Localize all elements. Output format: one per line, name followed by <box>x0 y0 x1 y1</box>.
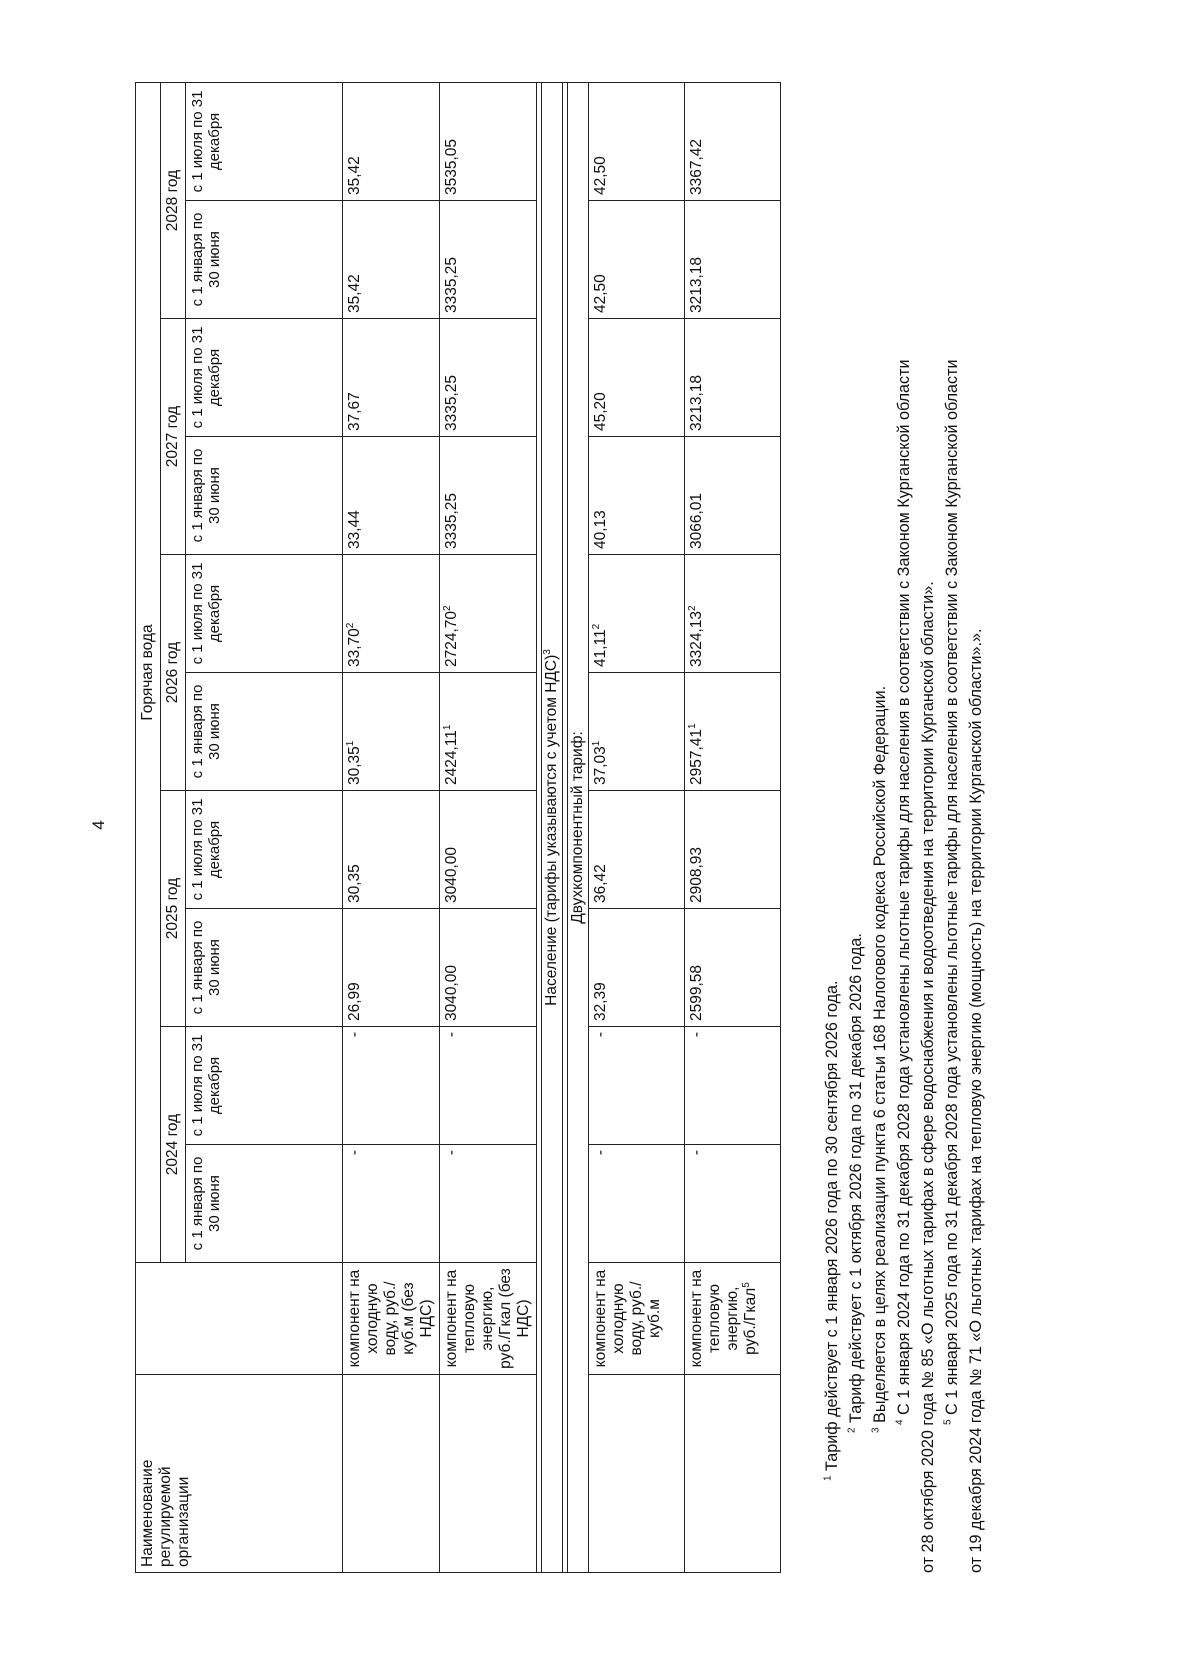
period-header-h1: с 1 января по 30 июня <box>186 437 343 555</box>
period-header-h2: с 1 июля по 31 декабря <box>186 555 343 673</box>
section-row <box>542 82 563 1572</box>
tariff-value: 3213,18 <box>685 201 781 319</box>
indicator-label: компонент на холодную воду, руб./куб.м <box>589 1263 685 1375</box>
org-name-cell <box>685 1375 781 1573</box>
tariff-value: 3335,25 <box>440 319 537 437</box>
tariff-value: - <box>440 1145 537 1263</box>
year-header: 2026 год <box>161 555 186 791</box>
tariff-value: 3213,18 <box>685 319 781 437</box>
footnote-ref: 2 <box>686 605 698 611</box>
period-header-h1: с 1 января по 30 июня <box>186 673 343 791</box>
tariff-value: 3066,01 <box>685 437 781 555</box>
tariff-value: 40,13 <box>589 437 685 555</box>
footnote-ref: 2 <box>441 605 453 611</box>
footnote: $^1$ Тариф действует с 1 января 2026 года по 30 сентября 2026 года. <box>822 980 841 1481</box>
footnote-ref: 2 <box>590 623 602 630</box>
tariff-value: - <box>685 1145 781 1263</box>
tariff-value: 26,99 <box>343 909 440 1027</box>
period-header-h1: с 1 января по 30 июня <box>186 1145 343 1263</box>
period-header-h2: с 1 июля по 31 декабря <box>186 82 343 200</box>
tariff-value: 45,20 <box>589 319 685 437</box>
tariff-value: - <box>589 1027 685 1145</box>
tariff-value: 35,42 <box>343 201 440 319</box>
subsection-row <box>568 82 589 1572</box>
tariff-value: 2908,93 <box>685 791 781 909</box>
rotated-page-content <box>135 83 985 1573</box>
footnote-ref: 2 <box>344 622 356 629</box>
period-header-h2: с 1 июля по 31 декабря <box>186 791 343 909</box>
tariff-value: 41,11$^2$ <box>589 555 685 673</box>
footnote-ref: 1 <box>590 740 602 747</box>
hot-water-header: Горячая вода <box>136 82 161 1262</box>
footnote-ref: 1 <box>344 740 356 747</box>
indicator-label: компонент на холодную воду, руб./куб.м (без НДС) <box>343 1263 440 1375</box>
tariff-value: 2724,70$^2$ <box>440 555 537 673</box>
tariff-row <box>685 82 781 1572</box>
tariff-value: - <box>685 1027 781 1145</box>
header-row-1 <box>136 82 161 1572</box>
org-name-cell <box>589 1375 685 1573</box>
indicator-label: компонент на тепловую энергию, руб./Гкал (без НДС) <box>440 1263 537 1375</box>
year-header: 2028 год <box>161 82 186 318</box>
section-title: Население (тарифы указываются с учетом НДС)$^3$ <box>542 82 563 1572</box>
tariff-value: 35,42 <box>343 82 440 200</box>
footnote: $^5$ С 1 января 2025 года по 31 декабря 2028 года установлены льготные тарифы для населения в соответствии с Законом Курганской области <box>942 359 961 1425</box>
period-header-h2: с 1 июля по 31 декабря <box>186 319 343 437</box>
period-header-h2: с 1 июля по 31 декабря <box>186 1027 343 1145</box>
footnote-ref: 3 <box>870 1427 882 1433</box>
tariff-row <box>589 82 685 1572</box>
indicator-label: компонент на тепловую энергию, руб./Гкал$^5$ <box>685 1263 781 1375</box>
org-name-cell <box>440 1375 537 1573</box>
tariff-value: 3535,05 <box>440 82 537 200</box>
indicator-header <box>136 1263 343 1375</box>
tariff-value: 30,35 <box>343 791 440 909</box>
tariff-value: 37,67 <box>343 319 440 437</box>
tariff-value: - <box>440 1027 537 1145</box>
tariff-row <box>343 82 440 1572</box>
tariff-row <box>440 82 537 1572</box>
tariff-value: 3324,13$^2$ <box>685 555 781 673</box>
footnote: от 19 декабря 2024 года № 71 «О льготных тарифах на тепловую энергию (мощность) на территории Курганской области».». <box>967 628 985 1573</box>
footnote: $^3$ Выделяется в целях реализации пункта 6 статьи 168 Налогового кодекса Российской Федерации. <box>870 685 889 1433</box>
tariff-value: 37,03$^1$ <box>589 673 685 791</box>
tariff-value: 36,42 <box>589 791 685 909</box>
tariff-value: 3040,00 <box>440 791 537 909</box>
tariff-table <box>135 82 781 1573</box>
tariff-value: 42,50 <box>589 201 685 319</box>
footnote-ref: 5 <box>942 1419 954 1425</box>
footnote-ref: 2 <box>846 1427 858 1433</box>
subsection-title: Двухкомпонентный тариф: <box>568 82 589 1572</box>
footnote-ref: 1 <box>822 1475 834 1481</box>
tariff-value: 42,50 <box>589 82 685 200</box>
tariff-value: 30,35$^1$ <box>343 673 440 791</box>
footnote: $^2$ Тариф действует с 1 октября 2026 года по 31 декабря 2026 года. <box>846 933 865 1433</box>
tariff-value: 3335,25 <box>440 437 537 555</box>
tariff-value: 2599,58 <box>685 909 781 1027</box>
tariff-value: 33,44 <box>343 437 440 555</box>
tariff-value: 33,70$^2$ <box>343 555 440 673</box>
org-name-header: Наименование регулируемой организации <box>136 1375 343 1573</box>
footnote-ref: 5 <box>740 1282 752 1288</box>
tariff-value: - <box>589 1145 685 1263</box>
year-header: 2025 год <box>161 791 186 1027</box>
footnote-ref: 3 <box>541 649 553 655</box>
footnote-ref: 1 <box>441 724 453 731</box>
footnotes <box>820 83 988 1573</box>
year-header: 2027 год <box>161 319 186 555</box>
tariff-value: 3367,42 <box>685 82 781 200</box>
tariff-value: 2957,41$^1$ <box>685 673 781 791</box>
footnote: от 28 октября 2020 года № 85 «О льготных тарифах в сфере водоснабжения и водоотведения на территории Курганской области». <box>919 581 937 1573</box>
org-name-cell <box>343 1375 440 1573</box>
tariff-value: 3040,00 <box>440 909 537 1027</box>
tariff-value: 3335,25 <box>440 201 537 319</box>
period-header-h1: с 1 января по 30 июня <box>186 201 343 319</box>
tariff-value: 32,39 <box>589 909 685 1027</box>
tariff-value: 2424,11$^1$ <box>440 673 537 791</box>
year-header: 2024 год <box>161 1027 186 1263</box>
page-number: 4 <box>89 820 108 830</box>
footnote-ref: 4 <box>894 1419 906 1425</box>
period-header-h1: с 1 января по 30 июня <box>186 909 343 1027</box>
tariff-value: - <box>343 1027 440 1145</box>
footnote-ref: 1 <box>686 723 698 729</box>
footnote: $^4$ С 1 января 2024 года по 31 декабря 2028 года установлены льготные тарифы для населения в соответствии с Законом Курганской области <box>894 359 913 1425</box>
tariff-value: - <box>343 1145 440 1263</box>
